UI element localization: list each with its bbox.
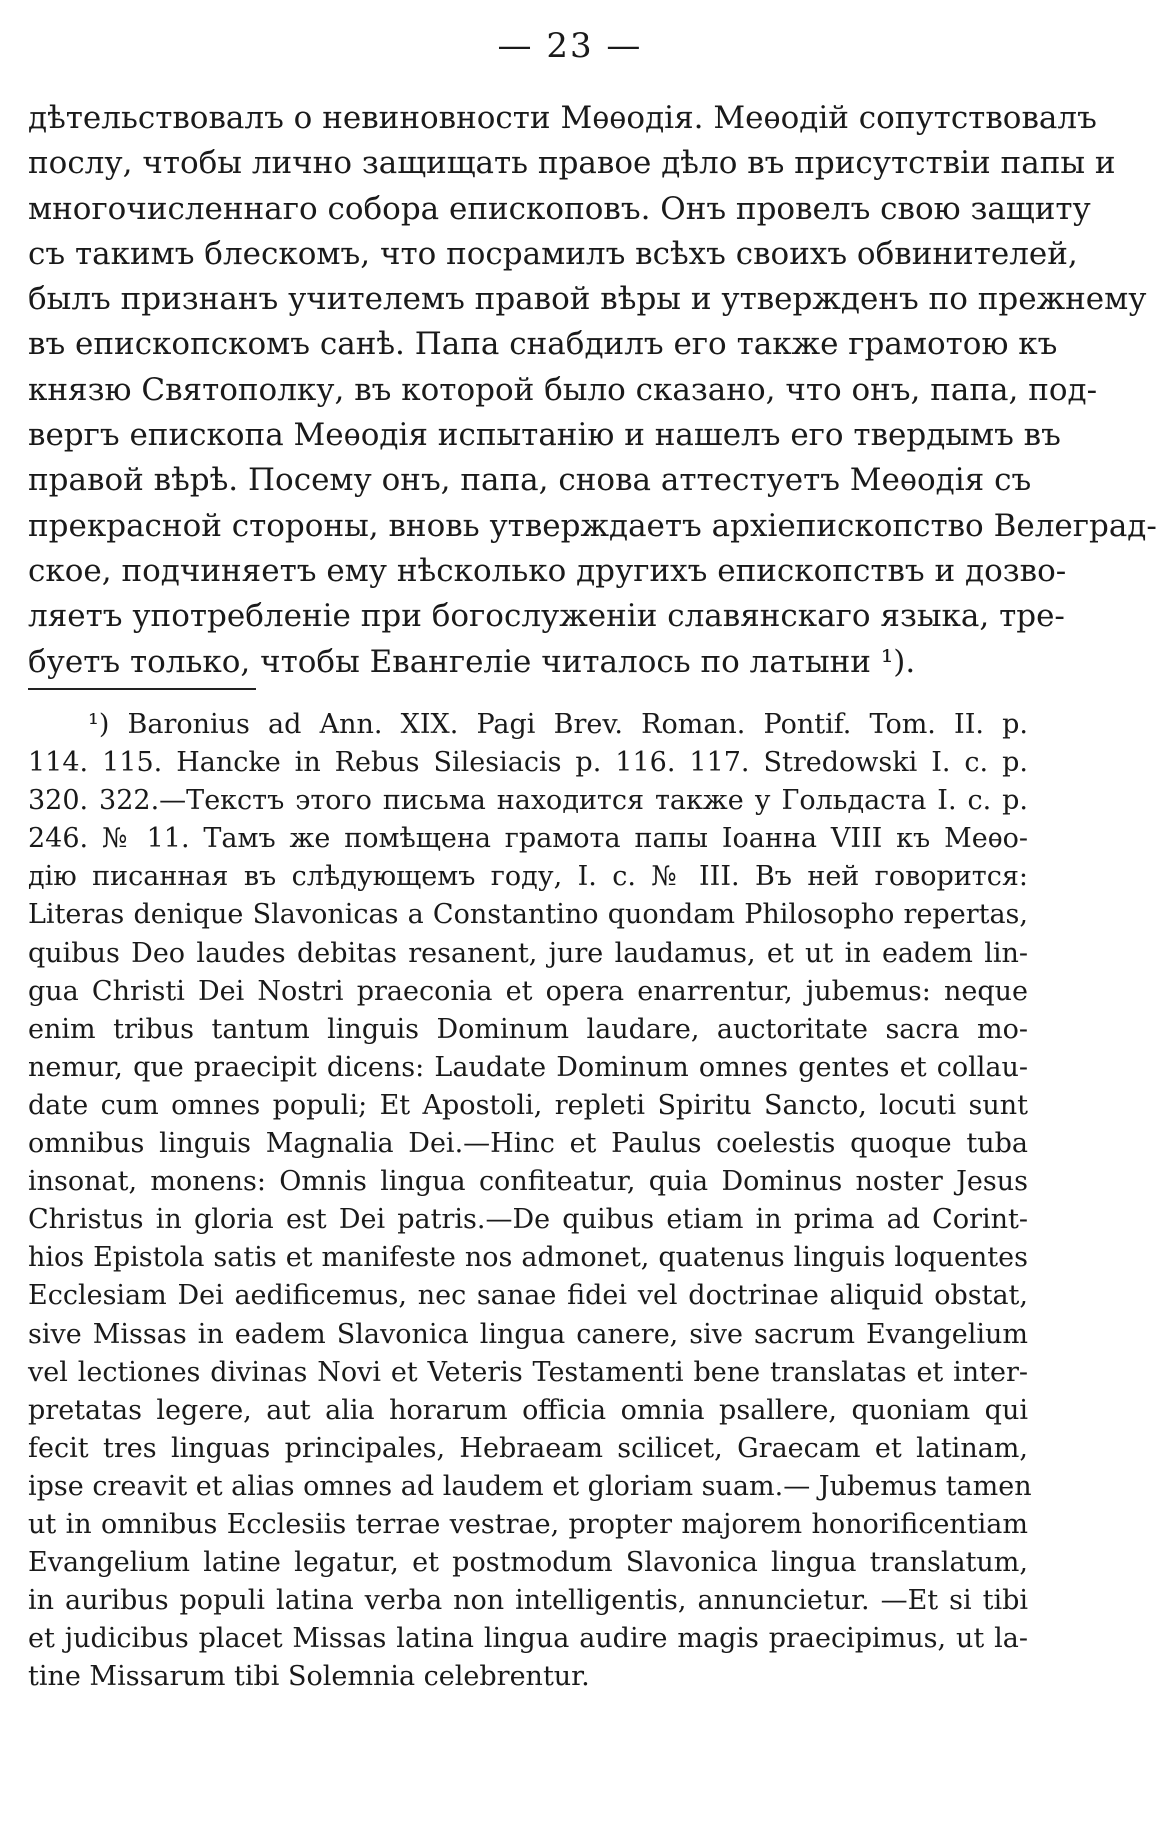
footnote-line: pretatas legere, aut alia horarum officia omnia psallere, quoniam qui [28,1394,1028,1426]
footnote-line: insonat, monens: Omnis lingua confiteatur, quia Dominus noster Jesus [28,1166,1028,1198]
text-line: съ такимъ блескомъ, что посрамилъ всѣхъ своихъ обвинителей, [28,235,1078,272]
footnote-line: date cum omnes populi; Et Apostoli, repleti Spiritu Sancto, locuti sunt [28,1089,1028,1121]
footnote-line: Evangelium latine legatur, et postmodum Slavonica lingua translatum, [28,1547,1028,1579]
footnote-line: quibus Deo laudes debitas resanent, jure laudamus, et ut in eadem lin- [28,937,1028,969]
footnote-line: 246. № 11. Тамъ же помѣщена грамота папы Іоанна VIII къ Меѳо- [28,823,1028,855]
page-number: — 23 — [497,26,643,66]
footnote-line: nemur, que praecipit dicens: Laudate Dominum omnes gentes et collau- [28,1051,1028,1083]
footnote-line: vel lectiones divinas Novi et Veteris Testamenti bene translatas et inter- [28,1356,1028,1388]
footnote-line: дію писанная въ слѣдующемъ году, I. c. № III. Въ ней говорится: [28,861,1028,893]
footnote-line: 320. 322.—Текстъ этого письма находится также у Гольдаста I. c. p. [28,785,1028,817]
text-line: прекрасной стороны, вновь утверждаетъ архіепископство Велеград- [28,507,1157,544]
text-line: дѣтельствовалъ о невиновности Мѳѳодія. Меѳодій сопутствовалъ [28,100,1097,136]
text-line: послу, чтобы лично защищать правое дѣло въ присутствіи папы и [28,145,1116,182]
text-line: ляетъ употребленіе при богослуженіи славянскаго языка, тре- [28,598,1065,635]
footnote-line: omnibus linguis Magnalia Dei.—Hinc et Paulus coelestis quoque tuba [28,1128,1028,1160]
footnote-line: tine Missarum tibi Solemnia celebrentur. [28,1661,590,1693]
footnote-line: in auribus populi latina verba non intelligentis, annuncietur. —Et si tibi [28,1585,1028,1617]
footnote-line: gua Christi Dei Nostri praeconia et opera enarrentur, jubemus: neque [28,975,1028,1007]
main-text-block [28,96,1157,685]
text-line: въ епископскомъ санѣ. Папа снабдилъ его также грамотою къ [28,326,1058,363]
text-line: былъ признанъ учителемъ правой вѣры и утвержденъ по прежнему [28,281,1147,318]
footnote-line: 114. 115. Hancke in Rebus Silesiacis p. 116. 117. Stredowski I. c. p. [28,747,1028,779]
footnote-line: hios Epistola satis et manifeste nos admonet, quatenus linguis loquentes [28,1242,1028,1274]
footnote-line: ¹) Baronius ad Ann. XIX. Pagi Brev. Roman. Pontif. Tom. II. p. [88,709,1028,740]
footnote-separator [28,688,256,690]
text-line: князю Святополку, въ которой было сказано, что онъ, папа, под- [28,371,1098,408]
footnote-line: fecit tres linguas principales, Hebraeam scilicet, Graecam et latinam, [28,1432,1028,1464]
text-line: буетъ только, чтобы Евангеліе читалось по латыни ¹). [28,643,916,680]
footnote-line: Ecclesiam Dei aedificemus, nec sanae fidei vel doctrinae aliquid obstat, [28,1280,1028,1312]
footnote-line: sive Missas in eadem Slavonica lingua canere, sive sacrum Evangelium [28,1318,1028,1350]
footnote-line: Literas denique Slavonicas a Constantino quondam Philosopho repertas, [28,899,1028,931]
footnote-line: Christus in gloria est Dei patris.—De quibus etiam in prima ad Corint- [28,1204,1028,1236]
footnote-line: enim tribus tantum linguis Dominum laudare, auctoritate sacra mo- [28,1013,1028,1045]
text-line: ское, подчиняетъ ему нѣсколько другихъ епископствъ и дозво- [28,552,1067,589]
footnote-line: ut in omnibus Ecclesiis terrae vestrae, propter majorem honorificentiam [28,1508,1028,1540]
text-line: вергъ епископа Меѳодія испытанію и нашелъ его твердымъ въ [28,417,1061,454]
footnote-block [28,706,1032,1696]
text-line: правой вѣрѣ. Посему онъ, папа, снова аттестуетъ Меѳодія съ [28,462,1032,499]
footnote-line: ipse creavit et alias omnes ad laudem et gloriam suam.— Jubemus tamen [28,1470,1032,1502]
footnote-line: et judicibus placet Missas latina lingua audire magis praecipimus, ut la- [28,1623,1028,1655]
text-line: многочисленнаго собора епископовъ. Онъ провелъ свою защиту [28,190,1091,227]
